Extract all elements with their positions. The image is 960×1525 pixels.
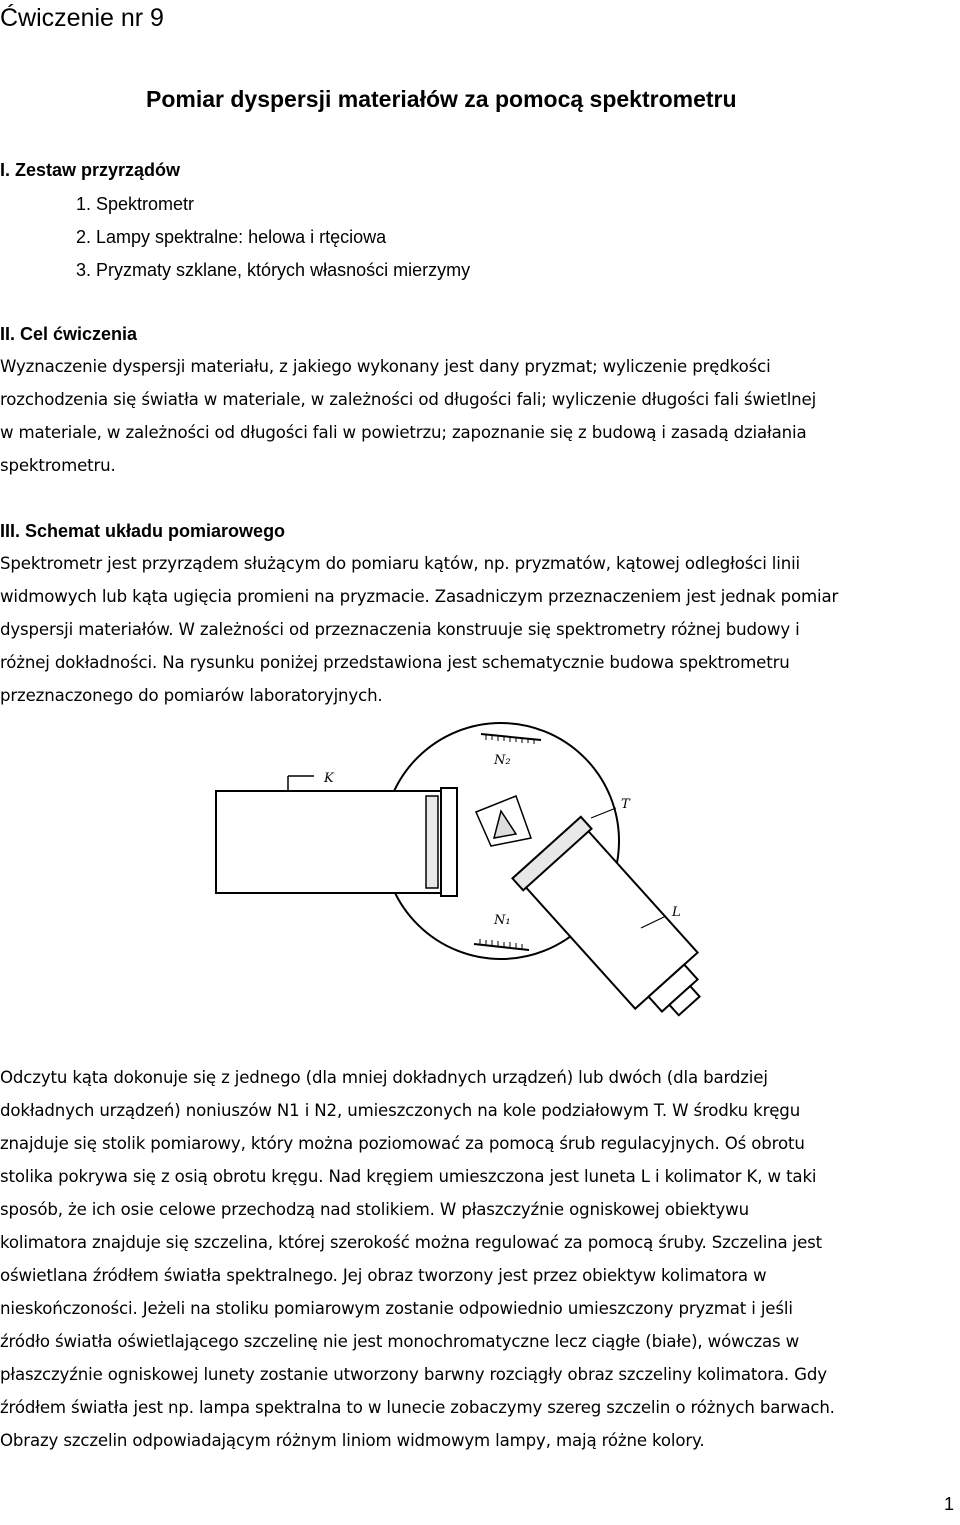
text-line: stolika pokrywa się z osią obrotu kręgu. Nad kręgiem umieszczona jest luneta L i kolimator K, w taki — [0, 1167, 817, 1186]
label-k: K — [324, 771, 334, 786]
list-item: 3. Pryzmaty szklane, których własności mierzymy — [76, 260, 471, 280]
section-heading-goal: II. Cel ćwiczenia — [0, 324, 138, 344]
text-line: nieskończoności. Jeżeli na stoliku pomiarowym zostanie odpowiednio umieszczony pryzmat i jeśli — [0, 1299, 793, 1318]
text-line: źródłem światła jest np. lampa spektralna to w lunecie zobaczymy szereg szczelin o różnych barwach. — [0, 1398, 835, 1417]
page-title: Pomiar dyspersji materiałów za pomocą spektrometru — [146, 86, 737, 112]
text-line: różnej dokładności. Na rysunku poniżej przedstawiona jest schematycznie budowa spektrometru — [0, 653, 790, 672]
text-line: Wyznaczenie dyspersji materiału, z jakiego wykonany jest dany pryzmat; wyliczenie prędkości — [0, 357, 771, 376]
collimator-lens — [441, 788, 457, 896]
collimator-tube — [216, 791, 441, 893]
section-heading-equipment: I. Zestaw przyrządów — [0, 160, 181, 180]
text-line: Obrazy szczelin odpowiadającym różnym liniom widmowym lampy, mają różne kolory. — [0, 1431, 705, 1450]
text-line: płaszczyźnie ogniskowej lunety zostanie utworzony barwny rozciągły obraz szczeliny kolimatora. Gdy — [0, 1365, 827, 1384]
label-t: T — [621, 797, 630, 812]
text-line: znajduje się stolik pomiarowy, który można poziomować za pomocą śrub regulacyjnych. Oś obrotu — [0, 1134, 805, 1153]
text-line: źródło światła oświetlającego szczelinę nie jest monochromatyczne lecz ciągłe (białe), wówczas w — [0, 1332, 800, 1351]
text-line: dyspersji materiałów. W zależności od przeznaczenia konstruuje się spektrometry różnej budowy i — [0, 620, 800, 639]
text-line: rozchodzenia się światła w materiale, w zależności od długości fali; wyliczenie długości fali świetlnej — [0, 390, 817, 409]
text-line: kolimatora znajduje się szczelina, której szerokość można regulować za pomocą śruby. Szczelina jest — [0, 1233, 823, 1252]
text-line: Spektrometr jest przyrządem służącym do pomiaru kątów, np. pryzmatów, kątowej odległości linii — [0, 554, 801, 573]
label-n2: N₂ — [494, 753, 511, 768]
text-line: dokładnych urządzeń) noniuszów N1 i N2, umieszczonych na kole podziałowym T. W środku kręgu — [0, 1101, 801, 1120]
list-item: 1. Spektrometr — [76, 194, 195, 214]
text-line: widmowych lub kąta ugięcia promieni na pryzmacie. Zasadniczym przeznaczeniem jest jednak pomiar — [0, 587, 839, 606]
text-line: sposób, że ich osie celowe przechodzą nad stolikiem. W płaszczyźnie ogniskowej obiektywu — [0, 1200, 749, 1219]
page-number: 1 — [943, 1494, 954, 1514]
section-heading-schema: III. Schemat układu pomiarowego — [0, 521, 286, 541]
text-line: oświetlana źródłem światła spektralnego. Jej obraz tworzony jest przez obiektyw kolimatora w — [0, 1266, 767, 1285]
text-line: przeznaczonego do pomiarów laboratoryjnych. — [0, 686, 383, 705]
list-item: 2. Lampy spektralne: helowa i rtęciowa — [76, 227, 387, 247]
text-line: Odczytu kąta dokonuje się z jednego (dla mniej dokładnych urządzeń) lub dwóch (dla bardziej — [0, 1068, 768, 1087]
text-line: w materiale, w zależności od długości fali w powietrzu; zapoznanie się z budową i zasadą działania — [0, 423, 807, 442]
exercise-number-header: Ćwiczenie nr 9 — [0, 4, 164, 32]
label-l: L — [672, 905, 681, 920]
spectrometer-diagram — [196, 716, 756, 1036]
text-line: spektrometru. — [0, 456, 116, 475]
label-n1: N₁ — [494, 913, 511, 928]
